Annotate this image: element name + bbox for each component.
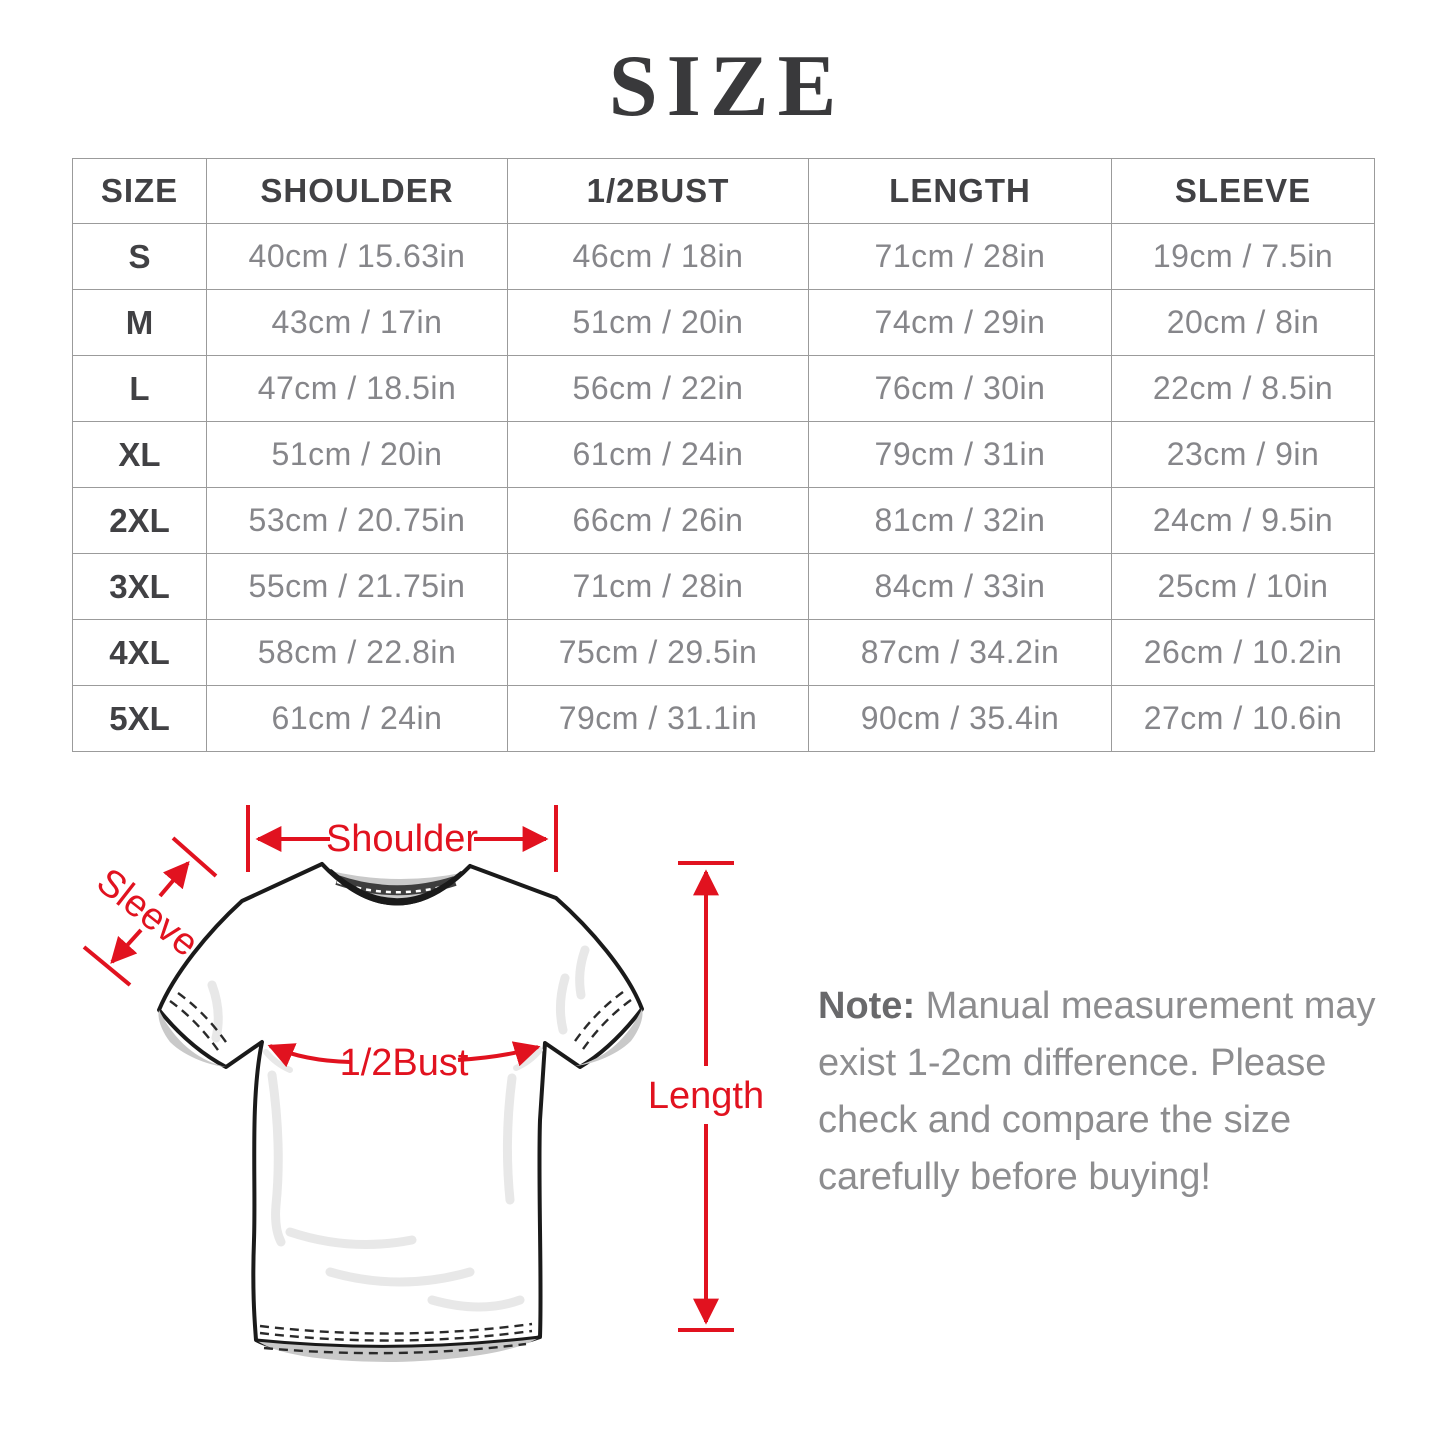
bust-label: 1/2Bust: [339, 1042, 469, 1084]
measurement-cell: 66cm / 26in: [508, 488, 809, 554]
measurement-cell: 25cm / 10in: [1112, 554, 1375, 620]
measurement-cell: 75cm / 29.5in: [508, 620, 809, 686]
measurement-cell: 87cm / 34.2in: [809, 620, 1112, 686]
measurement-cell: 53cm / 20.75in: [207, 488, 508, 554]
shoulder-label: Shoulder: [325, 818, 479, 860]
table-row: [73, 356, 1375, 422]
measurement-cell: 46cm / 18in: [508, 224, 809, 290]
column-header: SIZE: [73, 159, 207, 224]
measurement-cell: 56cm / 22in: [508, 356, 809, 422]
note-label: Note:: [818, 985, 916, 1027]
size-table: [72, 158, 1375, 752]
measurement-cell: 47cm / 18.5in: [207, 356, 508, 422]
length-annotation: [648, 863, 764, 1330]
measurement-cell: 23cm / 9in: [1112, 422, 1375, 488]
size-cell: L: [73, 356, 207, 422]
table-row: [73, 422, 1375, 488]
column-header: LENGTH: [809, 159, 1112, 224]
measurement-cell: 22cm / 8.5in: [1112, 356, 1375, 422]
measurement-cell: 71cm / 28in: [508, 554, 809, 620]
note-text: Manual measurement may: [925, 985, 1376, 1027]
measurement-cell: 26cm / 10.2in: [1112, 620, 1375, 686]
table-row: [73, 686, 1375, 752]
measurement-cell: 76cm / 30in: [809, 356, 1112, 422]
measurement-cell: 40cm / 15.63in: [207, 224, 508, 290]
size-cell: XL: [73, 422, 207, 488]
measurement-cell: 20cm / 8in: [1112, 290, 1375, 356]
note-line: exist 1-2cm difference. Please: [818, 1042, 1327, 1084]
note-line: check and compare the size: [818, 1099, 1292, 1141]
shoulder-annotation: [248, 805, 556, 872]
table-row: [73, 620, 1375, 686]
measurement-cell: 90cm / 35.4in: [809, 686, 1112, 752]
size-cell: 3XL: [73, 554, 207, 620]
measurement-cell: 79cm / 31.1in: [508, 686, 809, 752]
tshirt-measurement-diagram: [60, 795, 790, 1405]
table-row: [73, 554, 1375, 620]
column-header: SLEEVE: [1112, 159, 1375, 224]
measurement-cell: 84cm / 33in: [809, 554, 1112, 620]
table-row: [73, 290, 1375, 356]
measurement-cell: 61cm / 24in: [508, 422, 809, 488]
note-line: [818, 978, 1408, 1035]
measurement-cell: 51cm / 20in: [207, 422, 508, 488]
size-cell: 5XL: [73, 686, 207, 752]
size-cell: S: [73, 224, 207, 290]
column-header: SHOULDER: [207, 159, 508, 224]
measurement-cell: 71cm / 28in: [809, 224, 1112, 290]
measurement-cell: 58cm / 22.8in: [207, 620, 508, 686]
measurement-cell: 24cm / 9.5in: [1112, 488, 1375, 554]
table-row: [73, 488, 1375, 554]
measurement-cell: 74cm / 29in: [809, 290, 1112, 356]
size-cell: M: [73, 290, 207, 356]
sleeve-label: Sleeve: [88, 860, 207, 966]
page-title: SIZE: [608, 38, 846, 135]
table-row: [73, 224, 1375, 290]
note-line: carefully before buying!: [818, 1156, 1211, 1198]
measurement-cell: 51cm / 20in: [508, 290, 809, 356]
table-header-row: [73, 159, 1375, 224]
measurement-cell: 19cm / 7.5in: [1112, 224, 1375, 290]
note-block: [818, 978, 1408, 1206]
measurement-cell: 81cm / 32in: [809, 488, 1112, 554]
size-cell: 4XL: [73, 620, 207, 686]
length-label: Length: [647, 1075, 765, 1117]
measurement-cell: 43cm / 17in: [207, 290, 508, 356]
measurement-cell: 55cm / 21.75in: [207, 554, 508, 620]
measurement-cell: 27cm / 10.6in: [1112, 686, 1375, 752]
measurement-cell: 79cm / 31in: [809, 422, 1112, 488]
measurement-cell: 61cm / 24in: [207, 686, 508, 752]
column-header: 1/2BUST: [508, 159, 809, 224]
size-cell: 2XL: [73, 488, 207, 554]
tshirt-illustration: [158, 864, 642, 1362]
